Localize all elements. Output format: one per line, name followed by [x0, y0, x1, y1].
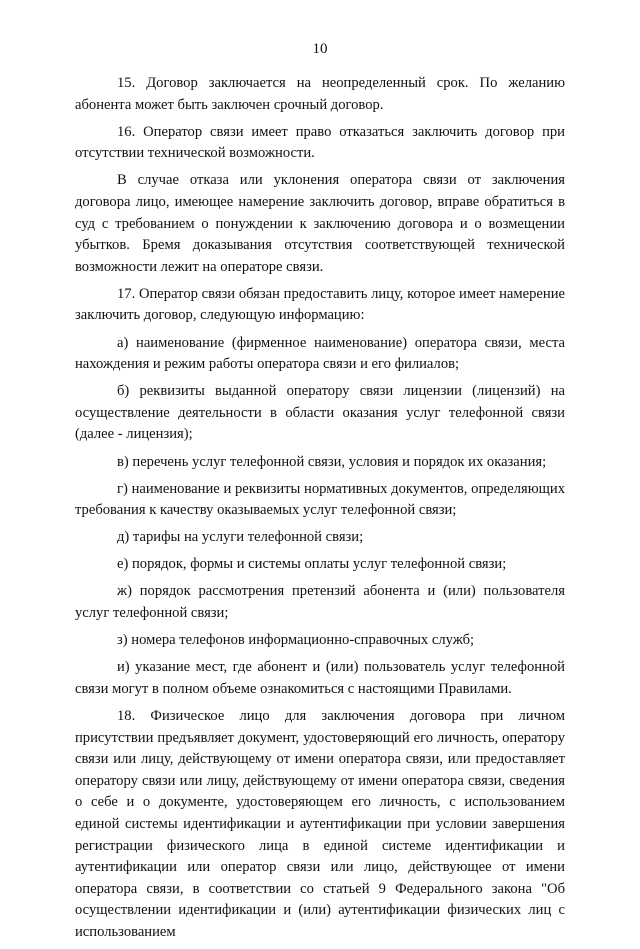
paragraph-17: 17. Оператор связи обязан предоставить лицу, которое имеет намерение заключить договор, следующую информацию: — [75, 285, 565, 324]
paragraph-16-refusal: В случае отказа или уклонения оператора связи от заключения договора лицо, имеющее намерение заключить договор, вправе обратиться в суд с требованием о понуждении к заключению договора и о возмещении убытков. Бремя доказывания отсутствия соответствующей технической возможности лежит на операторе связи. — [75, 172, 565, 275]
list-item-zh: ж) порядок рассмотрения претензий абонента и (или) пользователя услуг телефонной связи; — [75, 583, 565, 622]
list-item-b: б) реквизиты выданной оператору связи лицензии (лицензий) на осуществление деятельности в области оказания услуг телефонной связи (далее - лицензия); — [75, 383, 565, 443]
list-item-z: з) номера телефонов информационно-справочных служб; — [117, 632, 475, 649]
list-item-e: е) порядок, формы и системы оплаты услуг телефонной связи; — [117, 556, 507, 573]
paragraph-16: 16. Оператор связи имеет право отказаться заключить договор при отсутствии технической возможности. — [75, 123, 565, 162]
list-item-a: а) наименование (фирменное наименование) оператора связи, места нахождения и режим работы оператора связи и его филиалов; — [75, 334, 565, 373]
list-item-g: г) наименование и реквизиты нормативных документов, определяющих требования к качеству оказываемых услуг телефонной связи; — [75, 480, 565, 519]
page-number: 10 — [312, 41, 328, 57]
paragraph-18: 18. Физическое лицо для заключения договора при личном присутствии предъявляет документ, удостоверяющий его личность, оператору связи или лицу, действующему от имени оператора связи, или предоставляет оператору связи или лицу, действующему от имени оператора связи, сведения о себе и о документе, удостоверяющем его личность, с использованием единой системы идентификации и аутентификации при условии завершения регистрации физического лица в единой системе идентификации и аутентификации или оператор связи или лицо, действующее от имени оператора связи, в соответствии со статьей 9 Федерального закона "Об осуществлении идентификации и (или) аутентификации физических лиц с использованием — [75, 707, 565, 940]
paragraph-15: 15. Договор заключается на неопределенный срок. По желанию абонента может быть заключен срочный договор. — [75, 75, 565, 113]
list-item-d: д) тарифы на услуги телефонной связи; — [117, 529, 364, 546]
document-body — [75, 73, 565, 949]
list-item-v: в) перечень услуг телефонной связи, условия и порядок их оказания; — [117, 453, 547, 470]
list-item-i: и) указание мест, где абонент и (или) пользователь услуг телефонной связи могут в полном объеме ознакомиться с настоящими Правилами. — [75, 659, 565, 697]
